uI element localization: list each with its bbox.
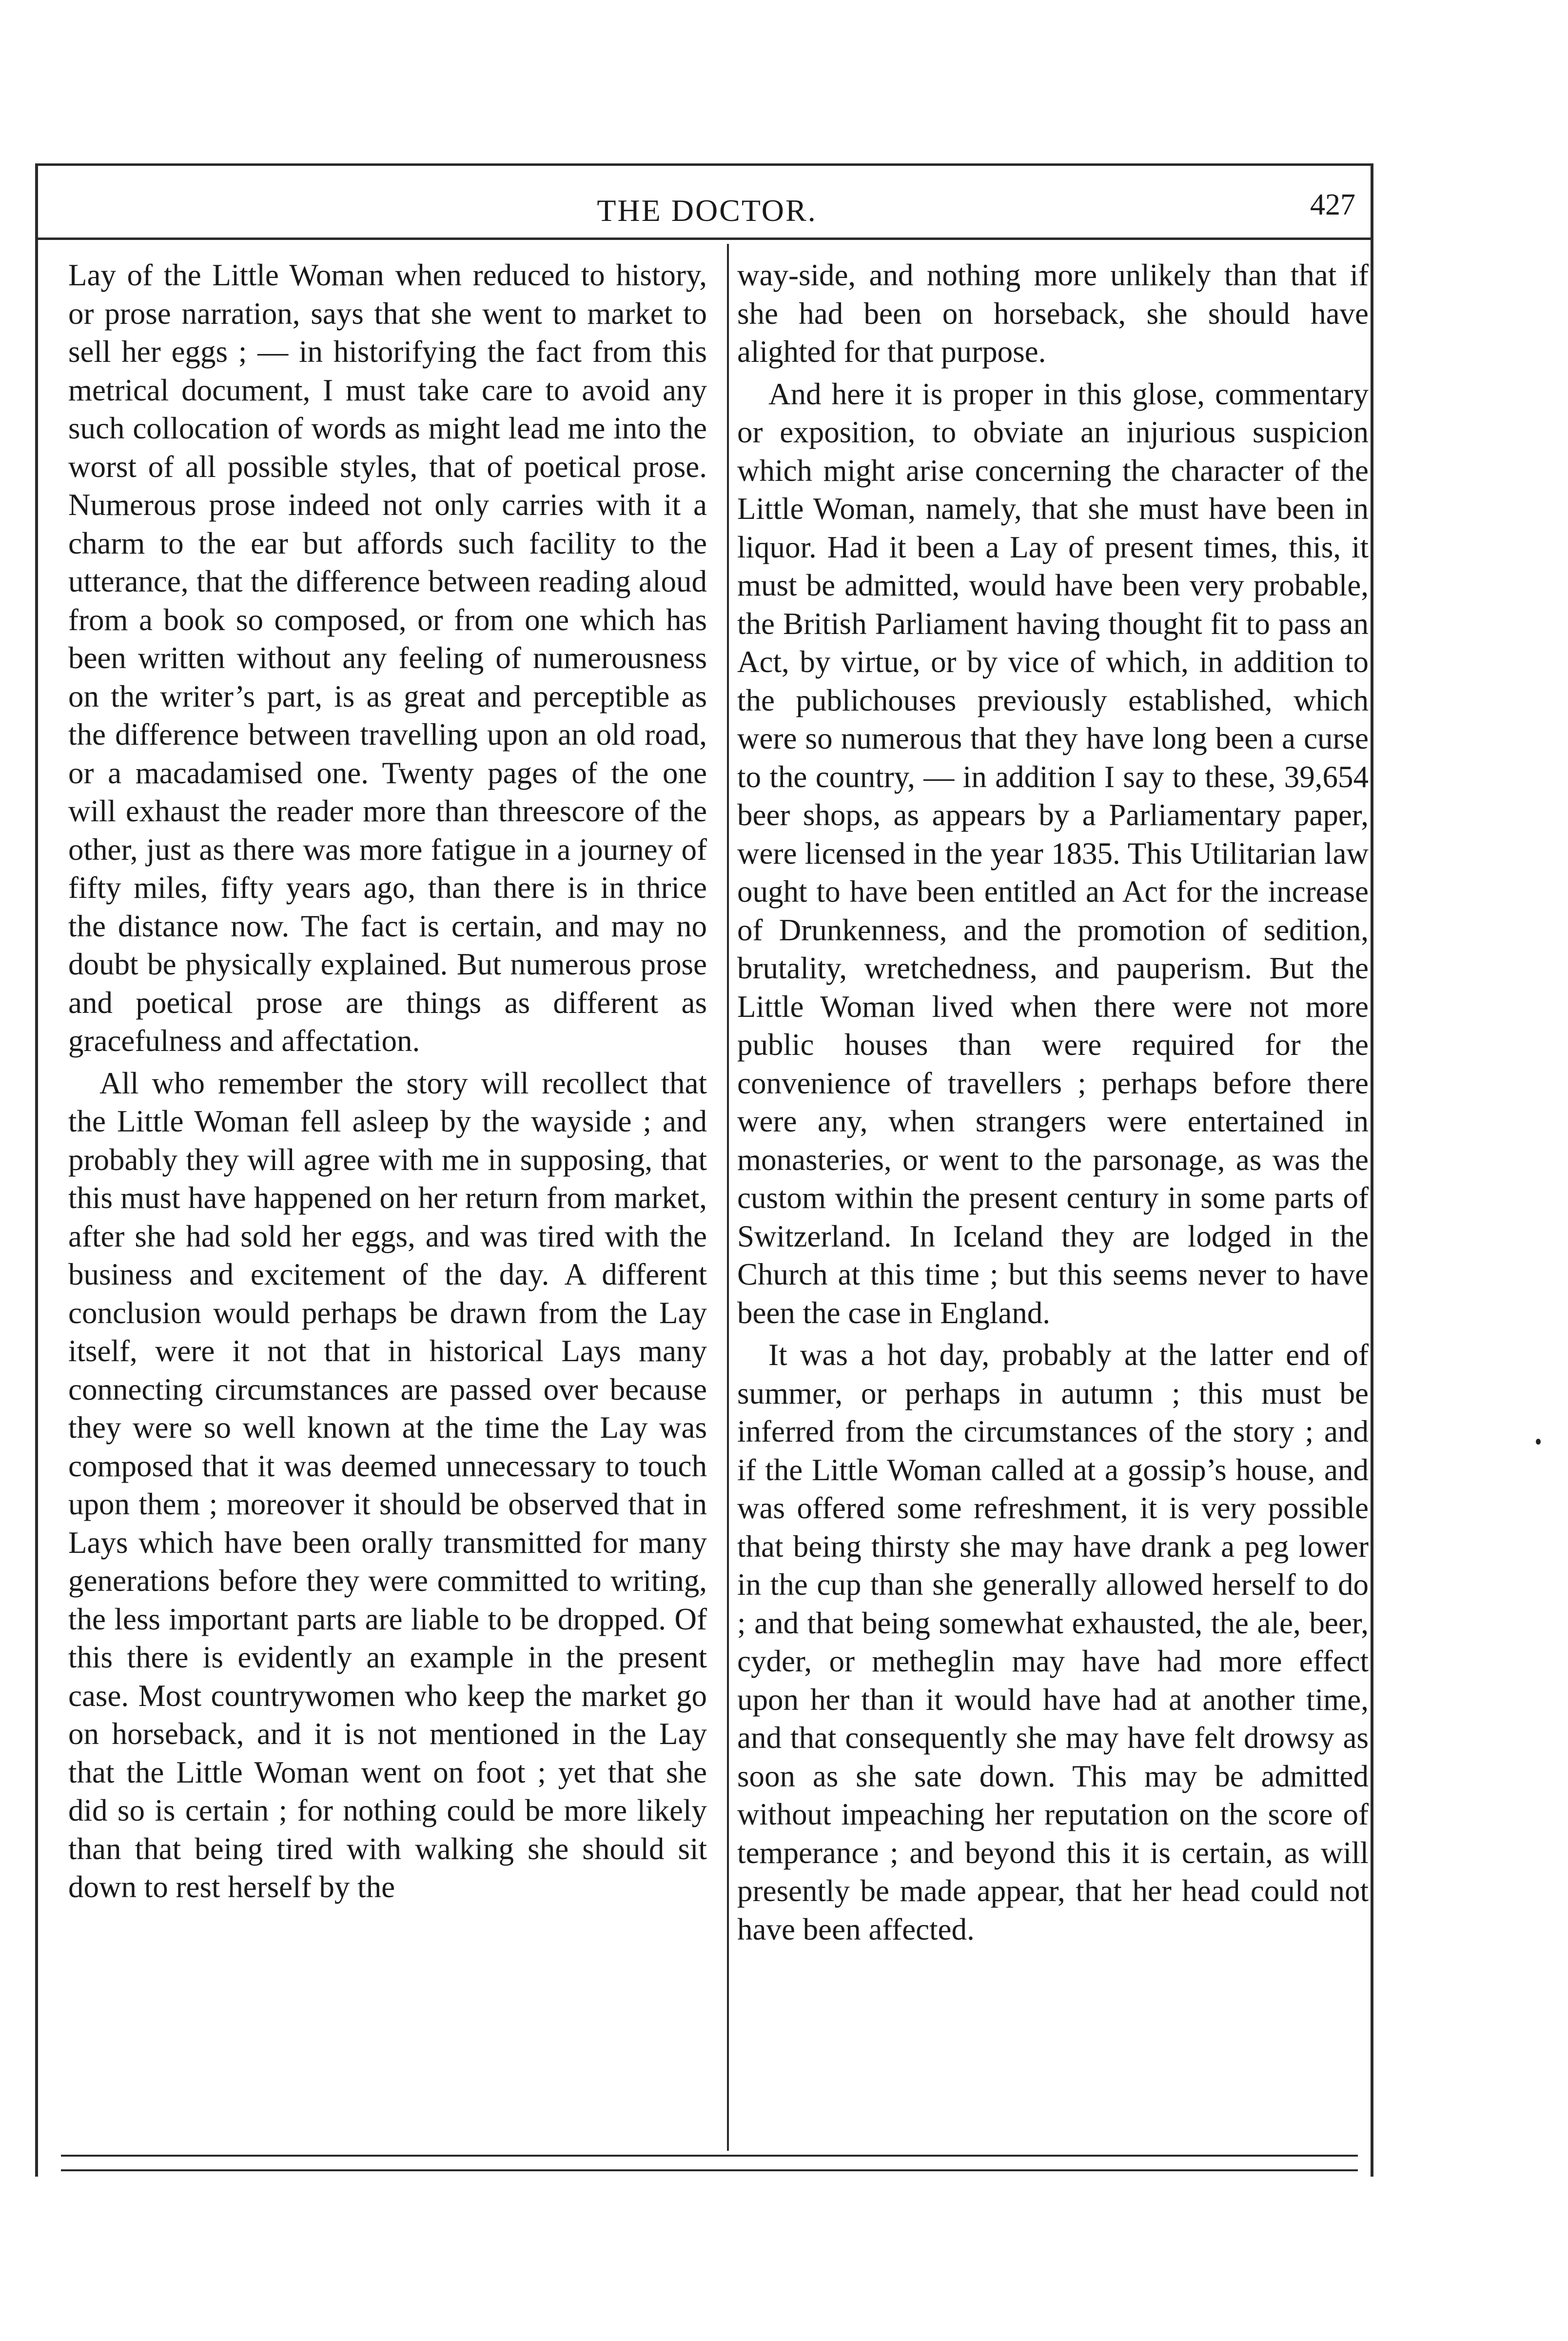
footer-rule-lower: [61, 2169, 1358, 2171]
paragraph: All who remember the story will recollect that the Little Woman fell asleep by the wayside ; and probably they will agree with me in supposing, that this must have happened on her return from market, after she had sold her eggs, and was tired with the business and excitement of the day. A different conclusion would perhaps be drawn from the Lay itself, were it not that in historical Lays many connecting circumstances are passed over because they were so well known at the time the Lay was composed that it was deemed unnecessary to touch upon them ; moreover it should be observed that in Lays which have been orally transmitted for many generations before they were committed to writing, the less important parts are liable to be dropped. Of this there is evidently an example in the present case. Most countrywomen who keep the market go on horseback, and it is not mentioned in the Lay that the Little Woman went on foot ; yet that she did so is certain ; for nothing could be more likely than that being tired with walking she should sit down to rest herself by the: [68, 1066, 707, 1904]
paragraph: Lay of the Little Woman when reduced to history, or prose narration, says that she went to market to sell her eggs ; — in historifying the fact from this metrical document, I must take care to avoid any such collocation of words as might lead me into the worst of all possible styles, that of poetical prose. Numerous prose indeed not only carries with it a charm to the ear but affords such facility to the utterance, that the difference between reading aloud from a book so composed, or from one which has been written without any feeling of numerousness on the writer’s part, is as great and perceptible as the difference between travelling upon an old road, or a macadamised one. Twenty pages of the one will exhaust the reader more than threescore of the other, just as there was more fatigue in a journey of fifty miles, fifty years ago, than there is in thrice the distance now. The fact is certain, and may no doubt be physically explained. But numerous prose and poetical prose are things as different as gracefulness and affectation.: [68, 258, 707, 1058]
paragraph: way-side, and nothing more unlikely than that if she had been on horseback, she should have alighted for that purpose.: [737, 258, 1369, 369]
right-column: [737, 256, 1369, 1948]
footer-rule-upper: [61, 2155, 1358, 2157]
header-rule: [35, 238, 1373, 240]
page-number: 427: [1310, 188, 1355, 221]
paragraph: It was a hot day, probably at the latter end of summer, or perhaps in autumn ; this must be inferred from the circumstances of the story ; and if the Little Woman called at a gossip’s house, and was offered some refreshment, it is very possible that being thirsty she may have drank a peg lower in the cup than she generally allowed herself to do ; and that being somewhat exhausted, the ale, beer, cyder, or metheglin may have had more effect upon her than it would have had at another time, and that consequently she may have felt drowsy as soon as she sate down. This may be admitted without impeaching her reputation on the score of temperance ; and beyond this it is certain, as will presently be made appear, that her head could not have been affected.: [737, 1338, 1369, 1946]
column-divider: [727, 244, 729, 2151]
left-column: [68, 256, 707, 1906]
paragraph: And here it is proper in this glose, commentary or exposition, to obviate an injurious suspicion which might arise concerning the character of the Little Woman, namely, that she must have been in liquor. Had it been a Lay of present times, this, it must be admitted, would have been very probable, the British Parliament having thought fit to pass an Act, by virtue, or by vice of which, in addition to the publichouses previously established, which were so numerous that they have long been a curse to the country, — in addition I say to these, 39,654 beer shops, as appears by a Parliamentary paper, were licensed in the year 1835. This Utilitarian law ought to have been entitled an Act for the increase of Drunkenness, and the promotion of sedition, brutality, wretchedness, and pauperism. But the Little Woman lived when there were not more public houses than were required for the convenience of travellers ; perhaps before there were any, when strangers were entertained in monasteries, or went to the parsonage, as was the custom within the present century in some parts of Switzerland. In Iceland they are lodged in the Church at this time ; but this seems never to have been the case in England.: [737, 377, 1369, 1330]
running-title: THE DOCTOR.: [597, 193, 817, 228]
ink-speck: [1536, 1439, 1541, 1445]
